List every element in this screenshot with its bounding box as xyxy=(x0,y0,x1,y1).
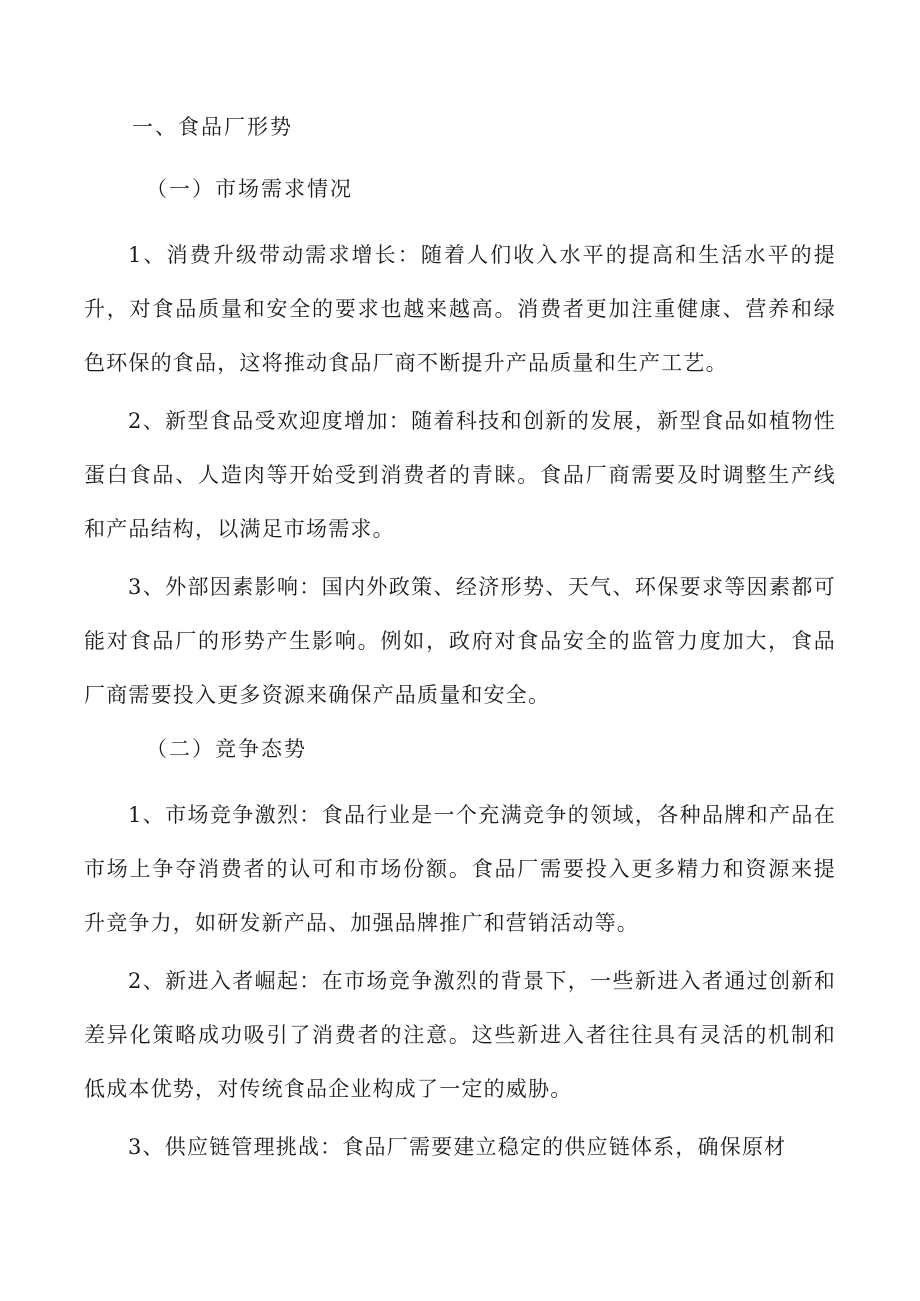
subsection-1-title: （一）市场需求情况 xyxy=(146,177,353,201)
paragraph: 2、新型食品受欢迎度增加：随着科技和创新的发展，新型食品如植物性蛋白食品、人造肉等开始受到消费者的青睐。食品厂商需要及时调整生产线和产品结构，以满足市场需求。 xyxy=(84,409,836,541)
paragraph: 2、新进入者崛起：在市场竞争激烈的背景下，一些新进入者通过创新和差异化策略成功吸引了消费者的注意。这些新进入者往往具有灵活的机制和低成本优势，对传统食品企业构成了一定的威胁。 xyxy=(84,969,836,1101)
document-body xyxy=(84,104,836,1174)
section-title: 一、食品厂形势 xyxy=(132,115,293,139)
paragraph: 3、供应链管理挑战：食品厂需要建立稳定的供应链体系，确保原材 xyxy=(128,1135,787,1159)
paragraph: 1、市场竞争激烈：食品行业是一个充满竞争的领域，各种品牌和产品在市场上争夺消费者的认可和市场份额。食品厂需要投入更多精力和资源来提升竞争力，如研发新产品、加强品牌推广和营销活动等。 xyxy=(84,803,836,935)
paragraph: 3、外部因素影响：国内外政策、经济形势、天气、环保要求等因素都可能对食品厂的形势产生影响。例如，政府对食品安全的监管力度加大，食品厂商需要投入更多资源来确保产品质量和安全。 xyxy=(84,575,836,707)
subsection-2-title: （二）竞争态势 xyxy=(146,737,307,761)
paragraph: 1、消费升级带动需求增长：随着人们收入水平的提高和生活水平的提升，对食品质量和安全的要求也越来越高。消费者更加注重健康、营养和绿色环保的食品，这将推动食品厂商不断提升产品质量和生产工艺。 xyxy=(84,243,836,375)
